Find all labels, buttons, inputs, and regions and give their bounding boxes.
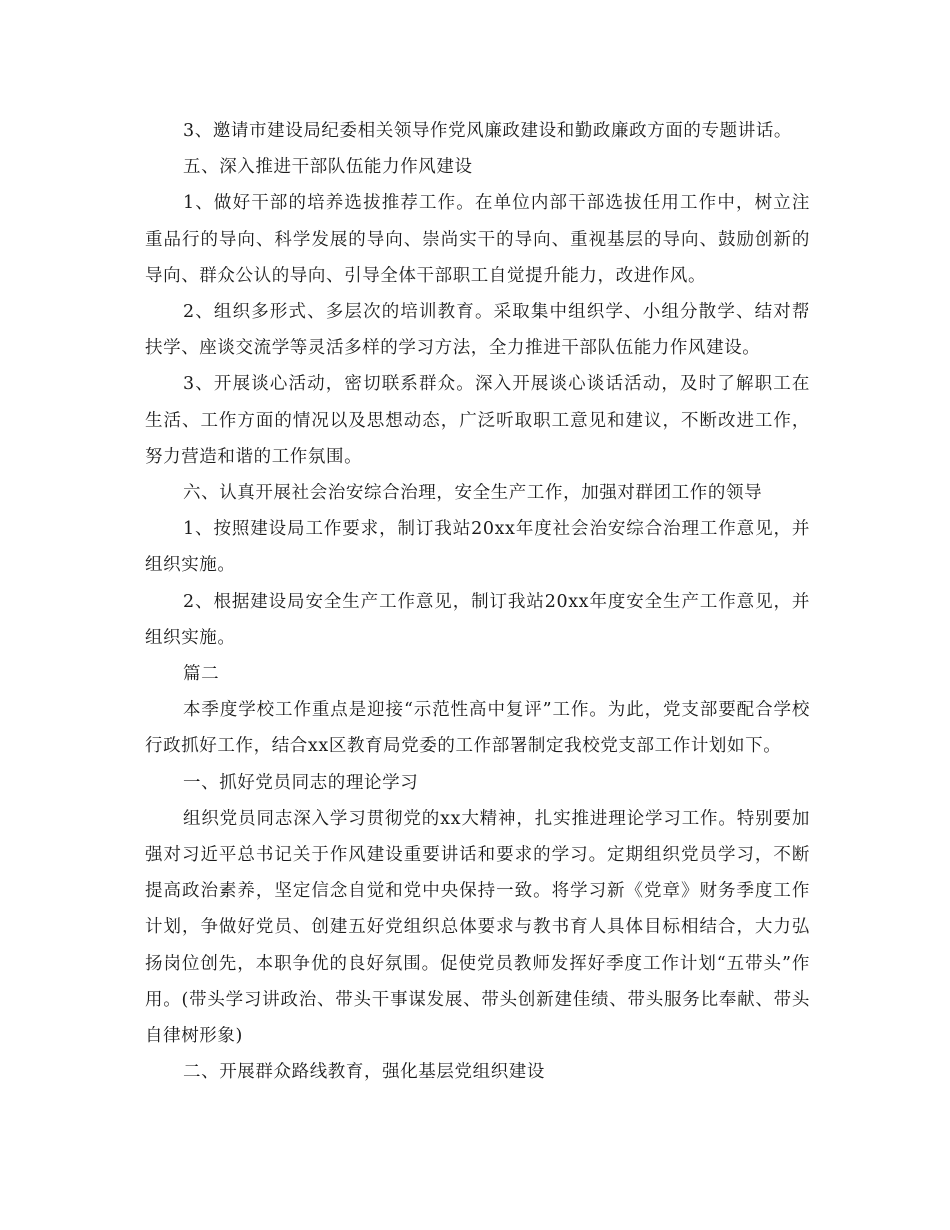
paragraph-item-1-public-security: 1、按照建设局工作要求，制订我站20xx年度社会治安综合治理工作意见，并组织实施。 — [145, 519, 810, 576]
section-heading-1: 一、抓好党员同志的理论学习 — [183, 772, 419, 793]
section-heading-2: 二、开展群众路线教育，强化基层党组织建设 — [183, 1062, 545, 1083]
paragraph-intro: 本季度学校工作重点是迎接“示范性高中复评”工作。为此，党支部要配合学校行政抓好工作，结合xx区教育局党委的工作部署制定我校党支部工作计划如下。 — [145, 700, 810, 757]
section-heading-6: 六、认真开展社会治安综合治理，安全生产工作，加强对群团工作的领导 — [183, 483, 763, 504]
paragraph-item-3-invite-speech: 3、邀请市建设局纪委相关领导作党风廉政建设和勤政廉政方面的专题讲话。 — [183, 121, 793, 141]
paragraph-item-1-cadre-selection: 1、做好干部的培养选拔推荐工作。在单位内部干部选拔任用工作中，树立注重品行的导向、科学发展的导向、崇尚实干的导向、重视基层的导向、鼓励创新的导向、群众公认的导向、引导全体干部职工自觉提升能力，改进作风。 — [145, 193, 810, 286]
paragraph-item-2-training: 2、组织多形式、多层次的培训教育。采取集中组织学、小组分散学、结对帮扶学、座谈交流学等灵活多样的学习方法，全力推进干部队伍能力作风建设。 — [145, 302, 810, 359]
paragraph-theory-study: 组织党员同志深入学习贯彻党的xx大精神，扎实推进理论学习工作。特别要加强对习近平总书记关于作风建设重要讲话和要求的学习。定期组织党员学习，不断提高政治素养，坚定信念自觉和党中央保持一致。将学习新《党章》财务季度工作计划，争做好党员、创建五好党组织总体要求与教书育人具体目标相结合，大力弘扬岗位创先，本职争优的良好氛围。促使党员教师发挥好季度工作计划“五带头”作用。(带头学习讲政治、带头干事谋发展、带头创新建佳绩、带头服务比奉献、带头自律树形象) — [145, 808, 810, 1047]
paragraph-item-2-production-safety: 2、根据建设局安全生产工作意见，制订我站20xx年度安全生产工作意见，并组织实施。 — [145, 591, 810, 648]
document-body — [145, 113, 810, 1090]
section-heading-5: 五、深入推进干部队伍能力作风建设 — [183, 157, 473, 178]
part-heading-2: 篇二 — [183, 664, 220, 685]
paragraph-item-3-heart-talks: 3、开展谈心活动，密切联系群众。深入开展谈心谈话活动，及时了解职工在生活、工作方面的情况以及思想动态，广泛听取职工意见和建议，不断改进工作，努力营造和谐的工作氛围。 — [145, 374, 810, 467]
